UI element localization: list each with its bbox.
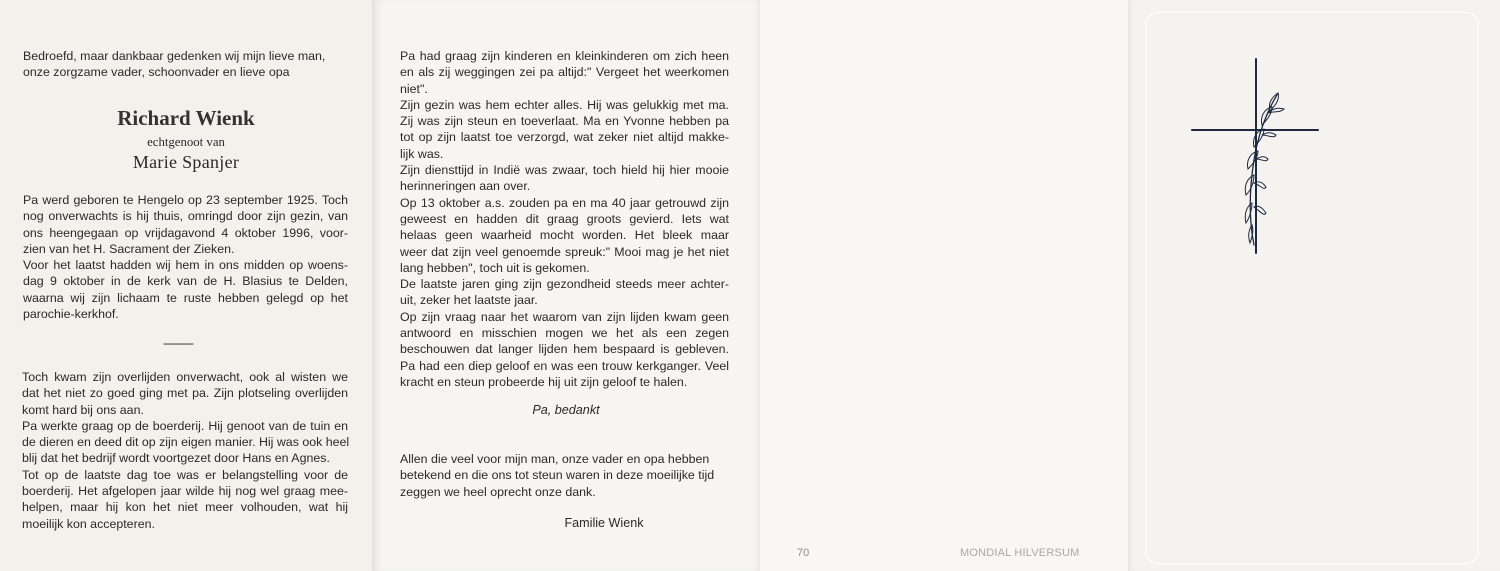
story-line: kracht en steun probeerde hij uit zijn geloof te halen.	[400, 374, 688, 389]
story-line: helpen, maar hij kon het niet meer volhouden, wat hij	[22, 500, 348, 515]
story-line: geweest en hadden dit graag groots gevierd. Iets wat	[400, 211, 729, 226]
story-line: boerderij. Het afgelopen jaar wilde hij nog wel graag mee-	[22, 484, 348, 499]
story-line: lijk was.	[400, 146, 444, 161]
bio-line: dag 9 oktober in de kerk van de H. Blasius te Delden,	[23, 274, 348, 289]
intro-line: Bedroefd, maar dankbaar gedenken wij mijn lieve man,	[23, 49, 326, 63]
closing-paragraph	[400, 451, 714, 500]
story-line: Op zijn vraag naar het waarom van zijn lijden kwam geen	[400, 309, 729, 324]
spouse-label: echtgenoot van	[147, 135, 225, 149]
story-line: de dieren en deed dit op zijn eigen manier. Hij was ook heel	[22, 435, 350, 450]
story-line: Pa had graag zijn kinderen en kleinkinderen om zich heen	[400, 49, 729, 63]
story-line: Op 13 oktober a.s. zouden pa en ma 40 jaar getrouwd zijn	[400, 195, 729, 210]
bio-line: waarna wij zijn lichaam te ruste hebben gelegd op het	[23, 290, 348, 305]
story-line: tot op zijn laatst toe verzorgd, wat zeker niet altijd makke-	[400, 130, 729, 145]
bio-line: zien van het H. Sacrament der Zieken.	[23, 241, 235, 256]
thanks-line: Pa, bedankt	[532, 403, 600, 417]
cross-with-palm-branch-icon	[1188, 55, 1324, 257]
page-number: 70	[797, 547, 810, 559]
story-line: antwoord en misschien mogen we het als een zegen	[400, 326, 729, 341]
story-line: uit, zeker het laatste jaar.	[400, 293, 538, 308]
family-signature: Familie Wienk	[564, 516, 644, 530]
story-line: niet".	[400, 81, 428, 96]
card-page-middle	[372, 0, 760, 571]
story-column-1	[22, 369, 348, 532]
story-line: komt hard bij ons aan.	[22, 402, 144, 417]
bio-line: parochie-kerkhof.	[23, 307, 119, 322]
bio-line: Voor het laatst hadden wij hem in ons midden op woens-	[23, 258, 348, 273]
story-line: Toch kwam zijn overlijden onverwacht, ook al wisten we	[22, 370, 348, 384]
closing-line: Allen die veel voor mijn man, onze vader en opa hebben	[400, 452, 710, 466]
story-line: De laatste jaren ging zijn gezondheid steeds meer achter-	[400, 277, 729, 292]
story-column-2	[400, 48, 729, 390]
story-line: Pa had een diep geloof en was een trouw kerkganger. Veel	[400, 358, 729, 373]
story-line: Pa werkte graag op de boerderij. Hij genoot van de tuin en	[22, 418, 348, 433]
intro-line: onze zorgzame vader, schoonvader en lieve opa	[23, 65, 290, 80]
bio-line: nog onverwachts is hij thuis, omringd door zijn gezin, van	[23, 209, 348, 224]
story-line: en als zij weggingen zei pa altijd:" Vergeet het weerkomen	[400, 65, 729, 80]
story-line: weer dat zijn veel genoemde spreuk:" Mooi mag je het niet	[400, 244, 729, 259]
closing-line: betekend en die ons tot steun waren in deze moeilijke tijd	[400, 468, 715, 483]
story-line: dat het niet zo goed ging met pa. Zijn plotseling overlijden	[22, 386, 348, 401]
story-line: helaas geen waarheid mocht worden. Het bleek maar	[400, 228, 729, 243]
story-line: beschouwen dat langer lijden hem bespaard is gebleven.	[400, 342, 729, 357]
intro-text	[23, 48, 325, 81]
spouse-name: Marie Spanjer	[132, 152, 240, 172]
story-line: blij dat het bedrijf wordt voortgezet door Hans en Agnes.	[22, 451, 330, 466]
closing-line: zeggen we heel oprecht onze dank.	[400, 484, 596, 499]
story-line: Zij was zijn steun en toeverlaat. Ma en Yvonne hebben pa	[400, 114, 729, 129]
card-page-blank	[760, 0, 1128, 571]
bio-line: Pa werd geboren te Hengelo op 23 september 1925. Toch	[23, 193, 348, 207]
deceased-name: Richard Wienk	[117, 106, 255, 130]
printer-mark: MONDIAL HILVERSUM	[960, 547, 1080, 559]
bio-line: ons heengegaan op vrijdagavond 4 oktober 1996, voor-	[23, 225, 348, 240]
story-line: herinneringen aan over.	[400, 179, 531, 194]
story-line: Zijn diensttijd in Indië was zwaar, toch hield hij hier mooie	[400, 163, 729, 178]
bio-paragraph	[23, 192, 348, 322]
story-line: Zijn gezin was hem echter alles. Hij was gelukkig met ma.	[400, 97, 729, 112]
story-line: Tot op de laatste dag toe was er belangstelling voor de	[22, 467, 348, 482]
story-line: lang hebben", toch uit is gekomen.	[400, 260, 590, 275]
card-page-left	[0, 0, 372, 571]
story-line: moeilijk kon accepteren.	[22, 516, 155, 531]
section-divider: ----------	[163, 336, 193, 350]
